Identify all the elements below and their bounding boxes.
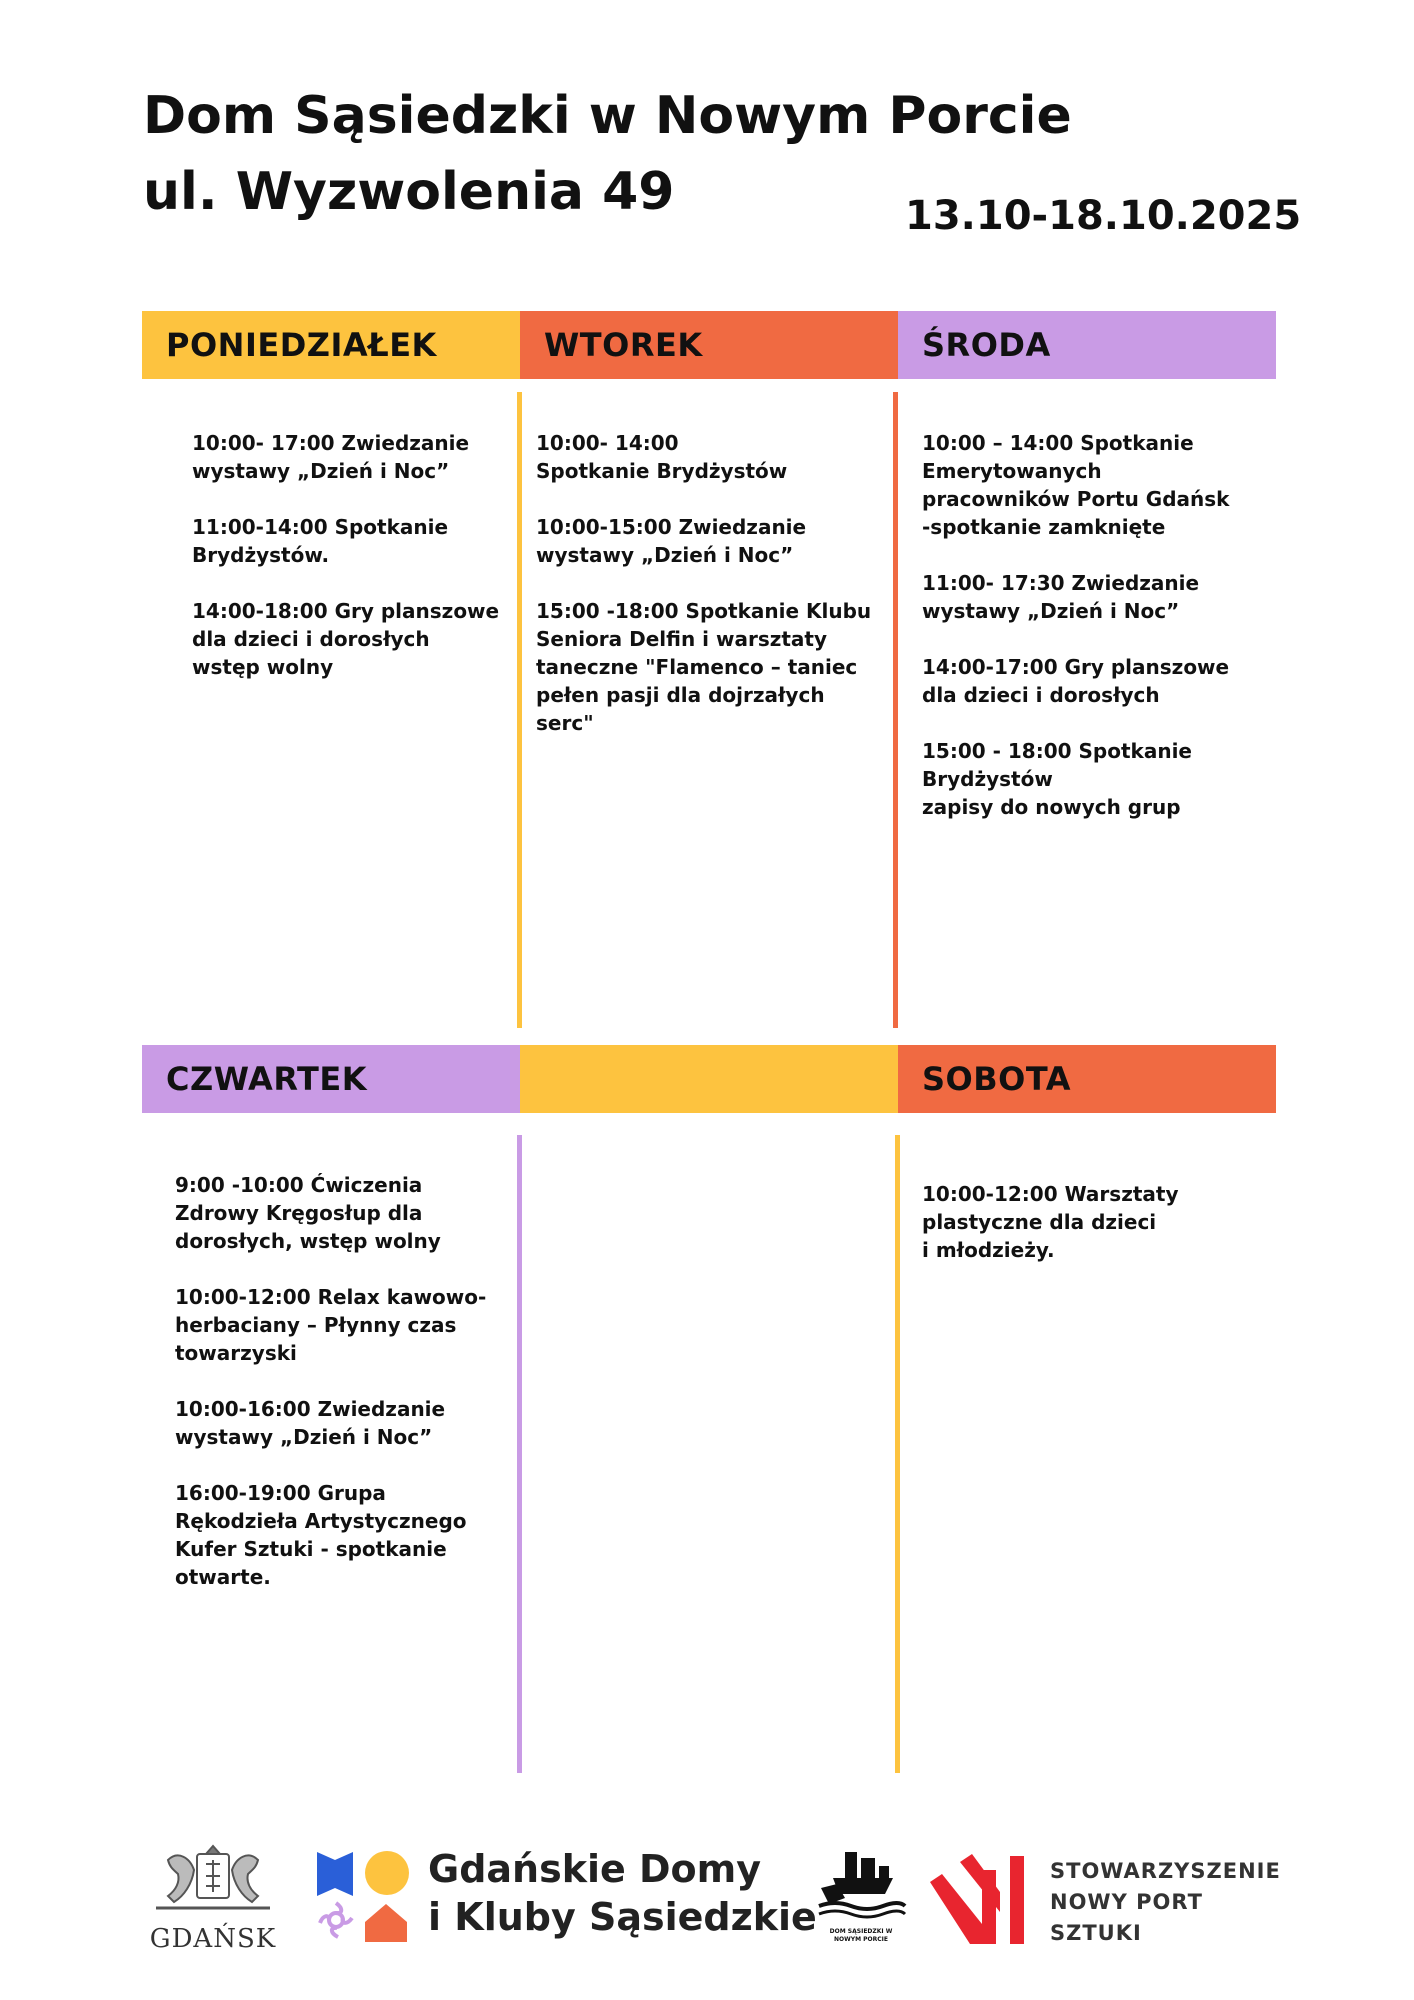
date-range: 13.10-18.10.2025 (905, 193, 1302, 239)
day-header-thursday (142, 1045, 520, 1113)
day-label-monday: PONIEDZIAŁEK (166, 326, 437, 364)
column-divider (517, 392, 522, 1028)
events-tuesday (536, 429, 886, 765)
event-item: 10:00-16:00 Zwiedzanie wystawy „Dzień i Noc” (175, 1397, 446, 1449)
events-thursday (175, 1171, 510, 1619)
title-line-2: ul. Wyzwolenia 49 (143, 162, 675, 222)
day-label-thursday: CZWARTEK (166, 1060, 367, 1098)
gdansk-logo (148, 1840, 278, 1954)
day-label-tuesday: WTOREK (544, 326, 703, 364)
event-item: 11:00-14:00 Spotkanie Brydżystów. (192, 515, 449, 567)
event-item: 10:00- 17:00 Zwiedzanie wystawy „Dzień i Noc” (192, 431, 470, 483)
gdds-logo-text (428, 1845, 817, 1941)
events-saturday (922, 1180, 1262, 1292)
event-item: 15:00 -18:00 Spotkanie Klubu Seniora Delfin i warsztaty taneczne "Flamenco – taniec pełen pasji dla dojrzałych serc" (536, 599, 872, 735)
column-divider (517, 1135, 522, 1773)
day-header-wednesday (898, 311, 1276, 379)
events-monday (192, 429, 512, 709)
event-item: 10:00-12:00 Warsztaty plastyczne dla dzieci i młodzieży. (922, 1182, 1179, 1262)
gdds-logo-mark (315, 1848, 410, 1943)
event-item: 10:00-12:00 Relax kawowo- herbaciany – Płynny czas towarzyski (175, 1285, 487, 1365)
gdds-line-1: Gdańskie Domy (428, 1847, 762, 1891)
gdansk-crest-icon (148, 1840, 278, 1916)
day-label-saturday: SOBOTA (922, 1060, 1071, 1098)
day-label-wednesday: ŚRODA (922, 326, 1051, 364)
event-item: 9:00 -10:00 Ćwiczenia Zdrowy Kręgosłup dla dorosłych, wstęp wolny (175, 1173, 441, 1253)
day-header-monday (142, 311, 520, 379)
event-item: 14:00-17:00 Gry planszowe dla dzieci i dorosłych (922, 655, 1230, 707)
day-header-saturday (898, 1045, 1276, 1113)
snps-logo-mark (930, 1852, 1040, 1944)
gdds-shapes-icon (315, 1848, 410, 1943)
event-item: 11:00- 17:30 Zwiedzanie wystawy „Dzień i Noc” (922, 571, 1200, 623)
snps-line-1: STOWARZYSZENIE (1050, 1859, 1281, 1883)
title-line-1: Dom Sąsiedzki w Nowym Porcie (143, 86, 1072, 146)
column-divider (895, 1135, 900, 1773)
snps-logo-text (1050, 1856, 1281, 1949)
event-item: 10:00- 14:00 Spotkanie Brydżystów (536, 431, 788, 483)
dom-logo-text: DOM SĄSIEDZKI W NOWYM PORCIE (829, 1928, 893, 1943)
ship-icon (815, 1848, 907, 1920)
event-item: 10:00 – 14:00 Spotkanie Emerytowanych pracowników Portu Gdańsk -spotkanie zamknięte (922, 431, 1230, 539)
event-item: 14:00-18:00 Gry planszowe dla dzieci i dorosłych wstęp wolny (192, 599, 500, 679)
snps-mark-icon (930, 1852, 1040, 1944)
column-divider (893, 392, 898, 1028)
event-item: 10:00-15:00 Zwiedzanie wystawy „Dzień i Noc” (536, 515, 807, 567)
snps-line-3: SZTUKI (1050, 1921, 1142, 1945)
event-item: 15:00 - 18:00 Spotkanie Brydżystów zapisy do nowych grup (922, 739, 1192, 819)
snps-line-2: NOWY PORT (1050, 1890, 1203, 1914)
day-header-friday (520, 1045, 898, 1113)
gdds-line-2: i Kluby Sąsiedzkie (428, 1895, 817, 1939)
dom-sasiedzki-logo (815, 1848, 907, 1943)
event-item: 16:00-19:00 Grupa Rękodzieła Artystycznego Kufer Sztuki - spotkanie otwarte. (175, 1481, 467, 1589)
gdansk-logo-text: GDAŃSK (149, 1924, 277, 1954)
events-wednesday (922, 429, 1262, 849)
day-header-tuesday (520, 311, 898, 379)
